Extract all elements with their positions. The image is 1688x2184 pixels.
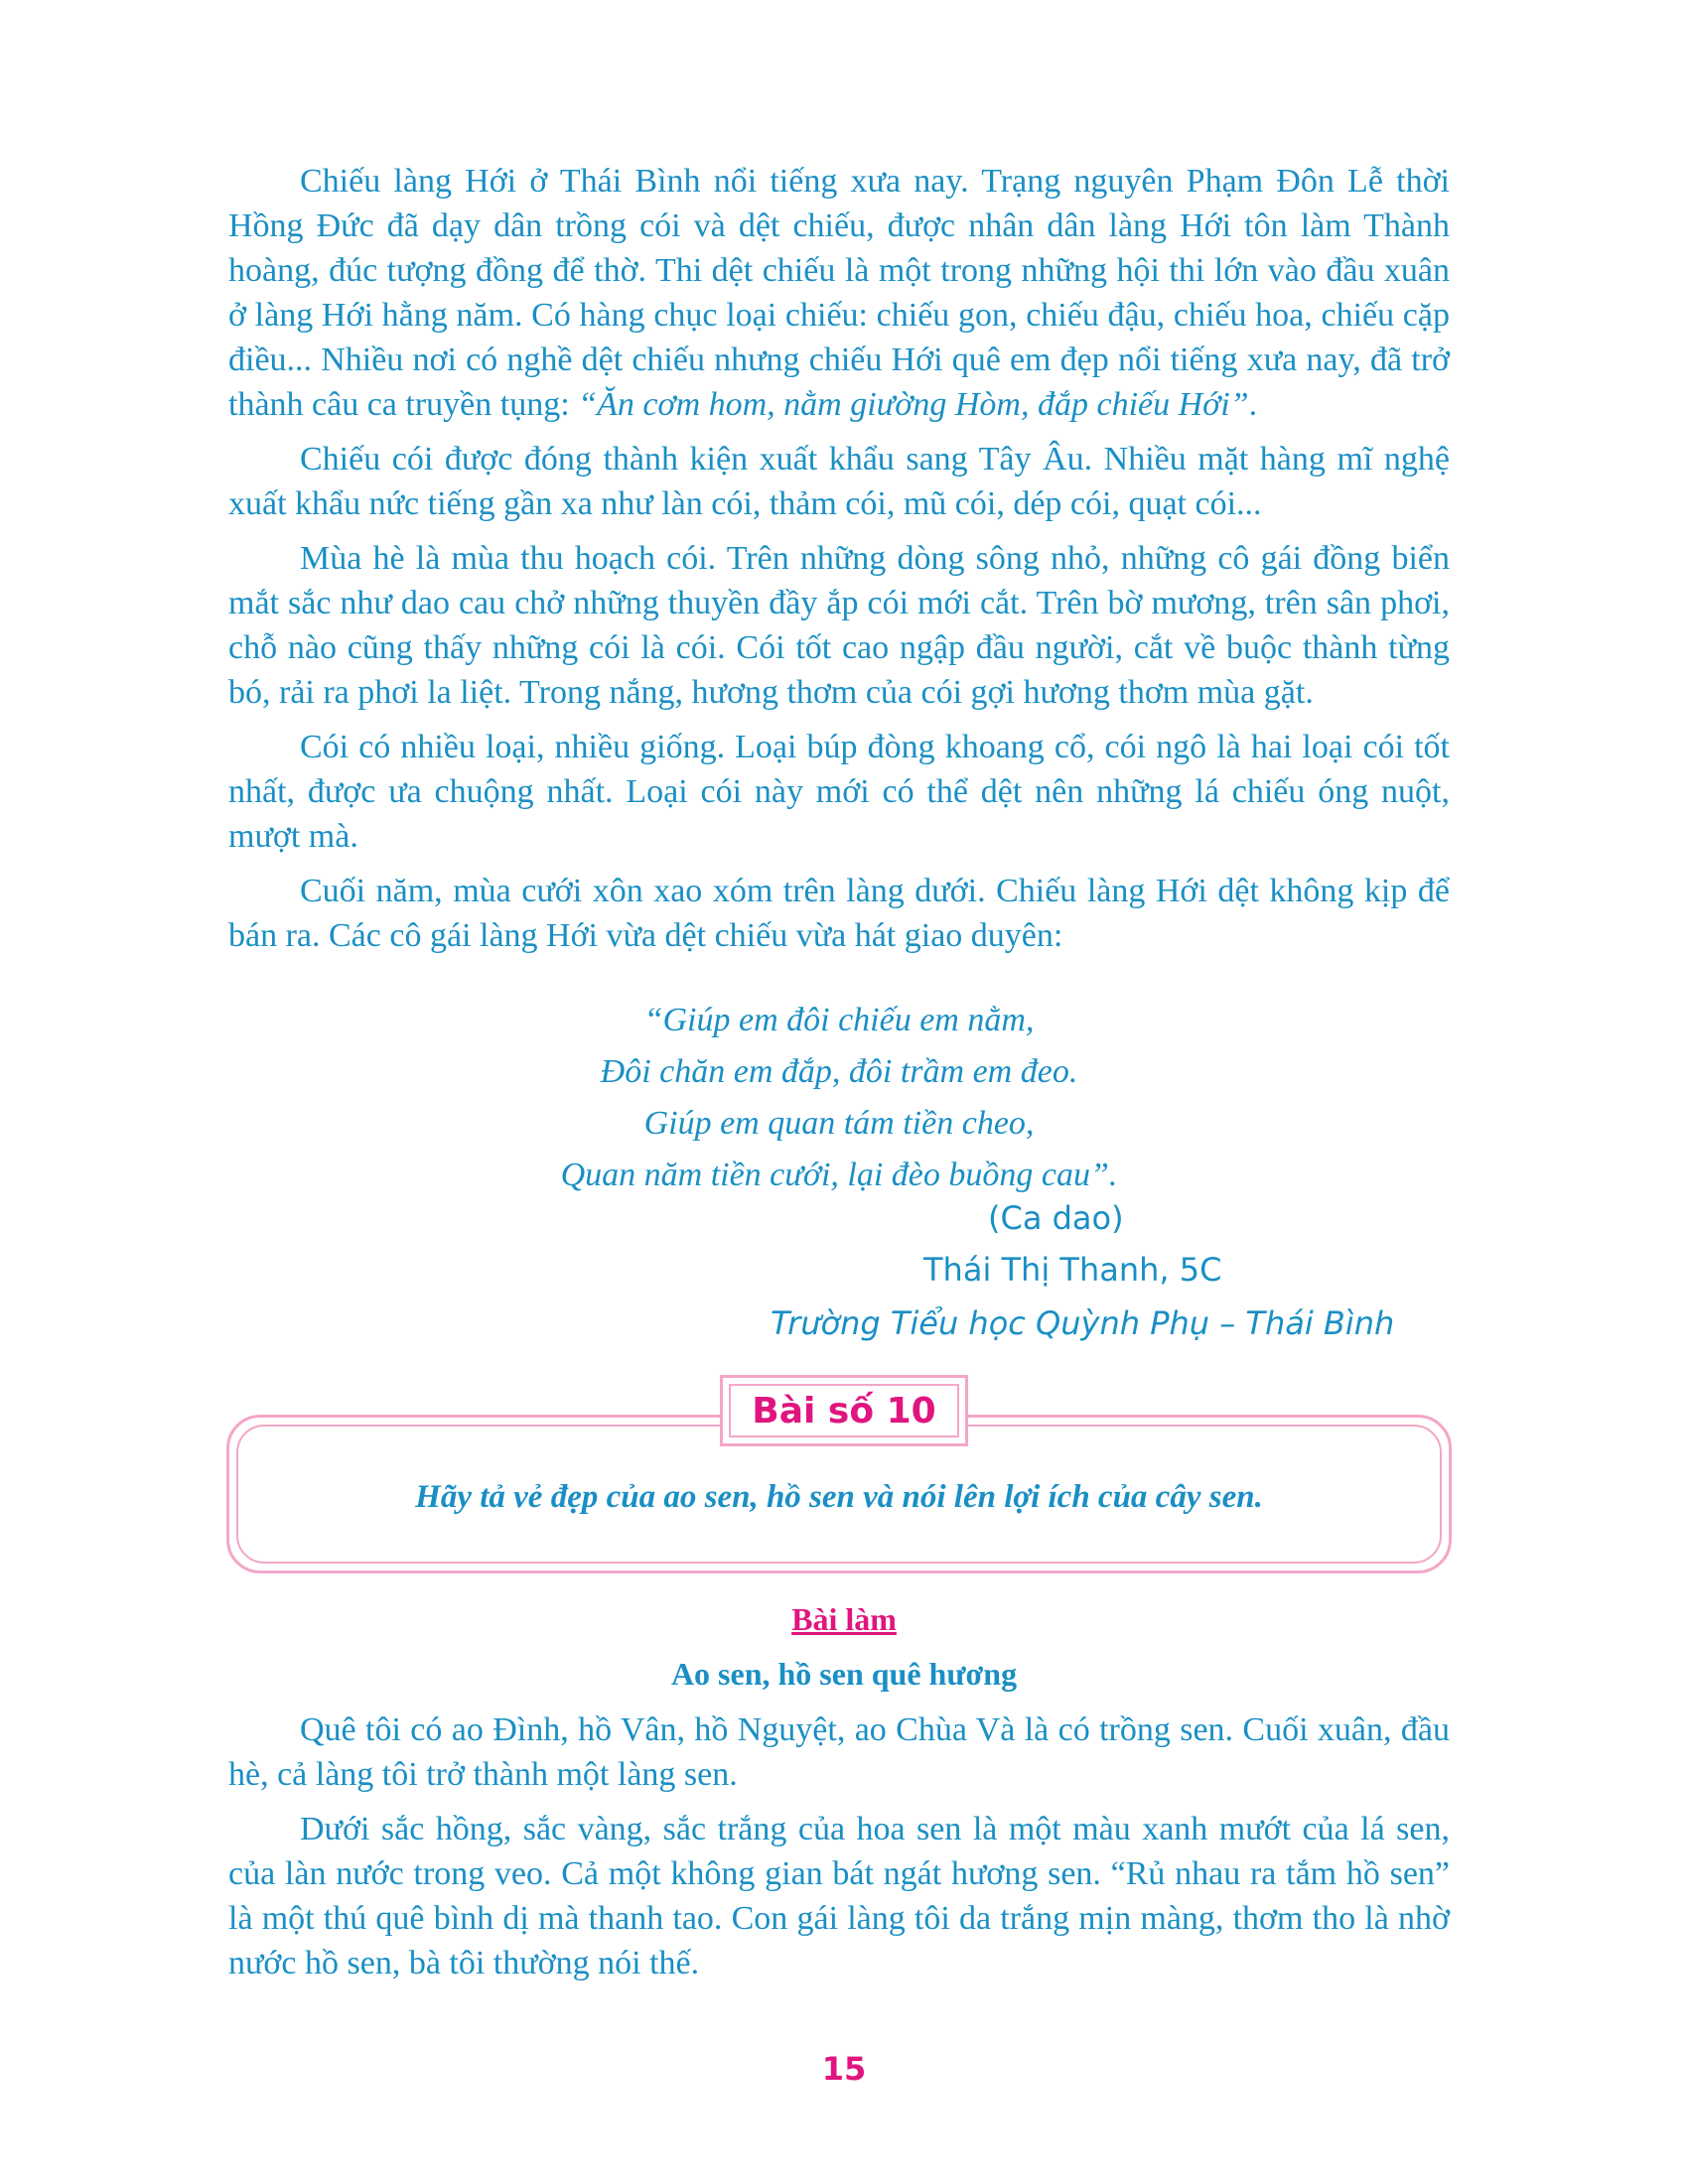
poem-line-4: Quan năm tiền cưới, lại đèo buồng cau”. (560, 1157, 1118, 1193)
poem-line-1: “Giúp em đôi chiếu em nằm, (643, 1002, 1035, 1038)
essay-top (228, 159, 1450, 968)
school-name: Trường Tiểu học Quỳnh Phụ – Thái Bình (771, 1304, 1395, 1342)
exercise-title-tab (720, 1375, 968, 1446)
poem-source: (Ca dao) (988, 1199, 1124, 1237)
answer-paragraph-1: Quê tôi có ao Đình, hồ Vân, hồ Nguyệt, ao Chùa Và là có trồng sen. Cuối xuân, đầu hè, cả làng tôi trở thành một làng sen. (228, 1711, 1450, 1793)
exercise-prompt: Hãy tả vẻ đẹp của ao sen, hồ sen và nói lên lợi ích của cây sen. (415, 1479, 1263, 1515)
poem-line-2: Đôi chăn em đắp, đôi trầm em đeo. (600, 1053, 1078, 1090)
answer-body (228, 1707, 1450, 1995)
poem-line-3: Giúp em quan tám tiền cheo, (643, 1105, 1035, 1142)
essay-paragraph-4: Cói có nhiều loại, nhiều giống. Loại búp đòng khoang cổ, cói ngô là hai loại cói tốt nhất, được ưa chuộng nhất. Loại cói này mới có thể dệt nên những lá chiếu óng nuột, mượt mà. (228, 729, 1450, 855)
essay-paragraph-5: Cuối năm, mùa cưới xôn xao xóm trên làng dưới. Chiếu làng Hới dệt không kịp để bán ra. Các cô gái làng Hới vừa dệt chiếu vừa hát giao duyên: (228, 873, 1450, 954)
answer-title: Ao sen, hồ sen quê hương (670, 1656, 1018, 1692)
page-number: 15 (821, 2050, 867, 2088)
answer-paragraph-2: Dưới sắc hồng, sắc vàng, sắc trắng của hoa sen là một màu xanh mướt của lá sen, của làn nước trong veo. Cả một không gian bát ngát hương sen. “Rủ nhau ra tắm hồ sen” là một thú quê bình dị mà thanh tao. Con gái làng tôi da trắng mịn màng, thơm tho là nhờ nước hồ sen, bà tôi thường nói thế. (228, 1811, 1450, 1981)
folk-poem (228, 995, 1450, 1201)
essay-paragraph-1: Chiếu làng Hới ở Thái Bình nổi tiếng xưa nay. Trạng nguyên Phạm Đôn Lễ thời Hồng Đức đã dạy dân trồng cói và dệt chiếu, được nhân dân làng Hới tôn làm Thành hoàng, đúc tượng đồng để thờ. Thi dệt chiếu là một trong những hội thi lớn vào đầu xuân ở làng Hới hằng năm. Có hàng chục loại chiếu: chiếu gon, chiếu đậu, chiếu hoa, chiếu cặp điều... Nhiều nơi có nghề dệt chiếu nhưng chiếu Hới quê em đẹp nổi tiếng xưa nay, đã trở thành câu ca truyền tụng: “Ăn cơm hom, nằm giường Hòm, đắp chiếu Hới”. (228, 163, 1450, 423)
exercise-title: Bài số 10 (729, 1384, 959, 1437)
essay-paragraph-3: Mùa hè là mùa thu hoạch cói. Trên những dòng sông nhỏ, những cô gái đồng biển mắt sắc như dao cau chở những thuyền đầy ắp cói mới cắt. Trên bờ mương, trên sân phơi, chỗ nào cũng thấy những cói là cói. Cói tốt cao ngập đầu người, cắt về buộc thành từng bó, rải ra phơi la liệt. Trong nắng, hương thơm của cói gợi hương thơm mùa gặt. (228, 540, 1450, 711)
author-name: Thái Thị Thanh, 5C (923, 1251, 1222, 1289)
answer-label: Bài làm (791, 1601, 897, 1637)
essay-paragraph-2: Chiếu cói được đóng thành kiện xuất khẩu sang Tây Âu. Nhiều mặt hàng mĩ nghệ xuất khẩu nức tiếng gần xa như làn cói, thảm cói, mũ cói, dép cói, quạt cói... (228, 441, 1450, 522)
